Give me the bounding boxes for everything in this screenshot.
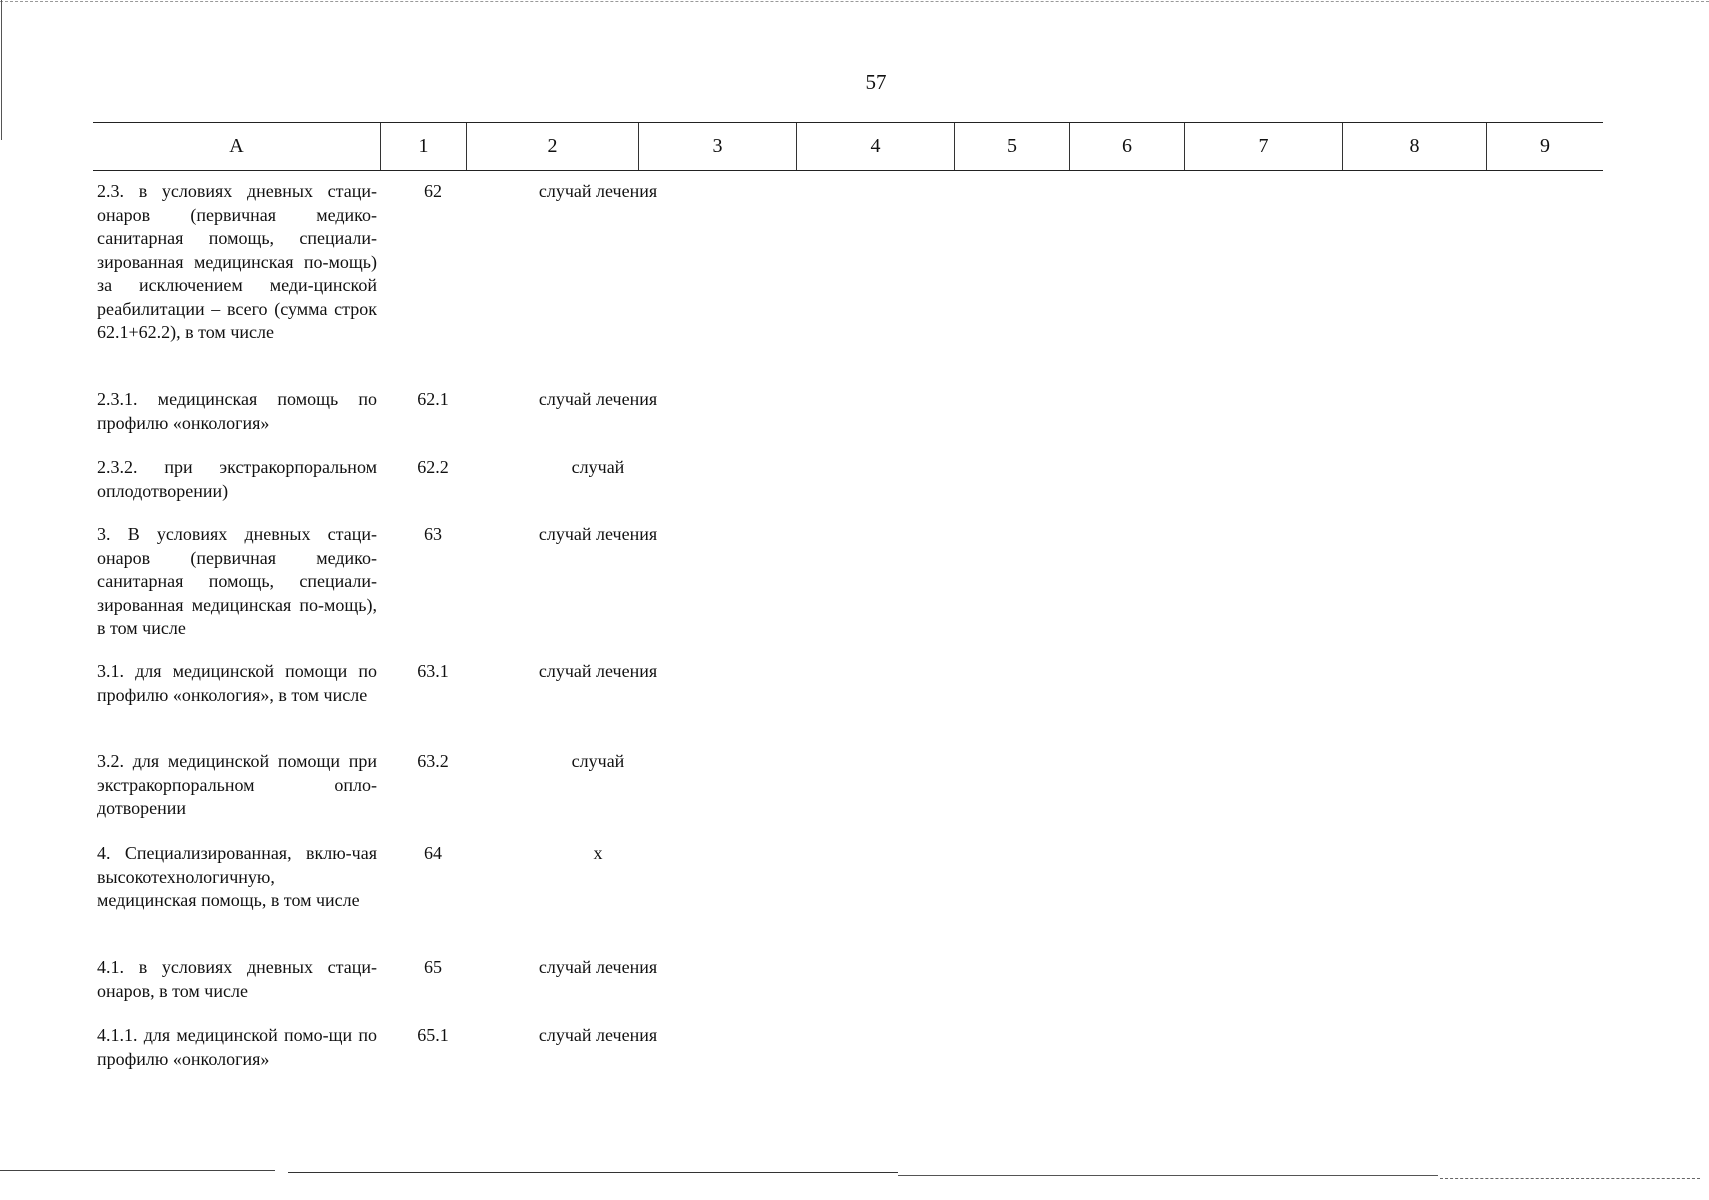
- row-name: 3.1. для медицинской помощи по профилю «онкология», в том числе: [97, 661, 377, 705]
- header-cell-a: А: [93, 123, 381, 170]
- row-name: 4.1. в условиях дневных стаци-онаров, в том числе: [97, 957, 377, 1001]
- row-code: 65: [424, 957, 442, 977]
- header-cell-6: 6: [1070, 123, 1185, 170]
- row-unit: х: [593, 843, 603, 863]
- row-unit: случай лечения: [538, 524, 658, 544]
- row-unit: случай лечения: [538, 661, 658, 681]
- row-code: 63.1: [417, 661, 449, 681]
- row-name: 3.2. для медицинской помощи при экстракорпоральном опло-дотворении: [97, 751, 377, 818]
- scan-edge-bottom: [288, 1172, 898, 1173]
- header-cell-2: 2: [467, 123, 639, 170]
- data-table: [93, 122, 1603, 1069]
- header-cell-9: 9: [1540, 135, 1550, 157]
- row-code: 62.1: [417, 389, 449, 409]
- row-code: 65.1: [417, 1025, 449, 1045]
- row-code: 62: [424, 181, 442, 201]
- row-code: 63.2: [417, 751, 449, 771]
- row-unit: случай лечения: [538, 1025, 658, 1045]
- row-unit: случай: [571, 751, 625, 771]
- row-unit: случай: [571, 457, 625, 477]
- table-header-row: [93, 122, 1603, 171]
- row-unit: случай лечения: [538, 181, 658, 201]
- scan-edge-bottom: [1440, 1178, 1700, 1179]
- row-name: 4. Специализированная, вклю-чая высокотехнологичную, медицинская помощь, в том числе: [97, 843, 377, 910]
- header-cell-5: 5: [955, 123, 1070, 170]
- row-code: 64: [424, 843, 442, 863]
- scan-edge-bottom: [0, 1170, 275, 1171]
- scan-edge-top: [0, 1, 1709, 2]
- row-code: 63: [424, 524, 442, 544]
- row-code: 62.2: [417, 457, 449, 477]
- row-name: 4.1.1. для медицинской помо-щи по профилю «онкология»: [97, 1025, 377, 1069]
- row-name: 2.3.2. при экстракорпоральном оплодотворении): [97, 457, 377, 501]
- header-cell-3: 3: [639, 123, 797, 170]
- header-cell-4: 4: [797, 123, 955, 170]
- header-cell-7: 7: [1185, 123, 1343, 170]
- header-cell-1: 1: [381, 123, 467, 170]
- scan-edge-bottom: [898, 1175, 1438, 1176]
- header-cell-8: 8: [1343, 123, 1487, 170]
- row-name: 3. В условиях дневных стаци-онаров (первичная медико-санитарная помощь, специали-зированная медицинская по-мощь), в том числе: [97, 524, 377, 638]
- row-unit: случай лечения: [538, 957, 658, 977]
- row-name: 2.3.1. медицинская помощь по профилю «онкология»: [97, 389, 377, 433]
- row-unit: случай лечения: [538, 389, 658, 409]
- page-number: 57: [865, 70, 887, 94]
- row-name: 2.3. в условиях дневных стаци-онаров (первичная медико-санитарная помощь, специали-зированная медицинская по-мощь) за исключением меди-цинской реабилитации – всего (сумма строк 62.1+62.2), в том числе: [97, 181, 377, 342]
